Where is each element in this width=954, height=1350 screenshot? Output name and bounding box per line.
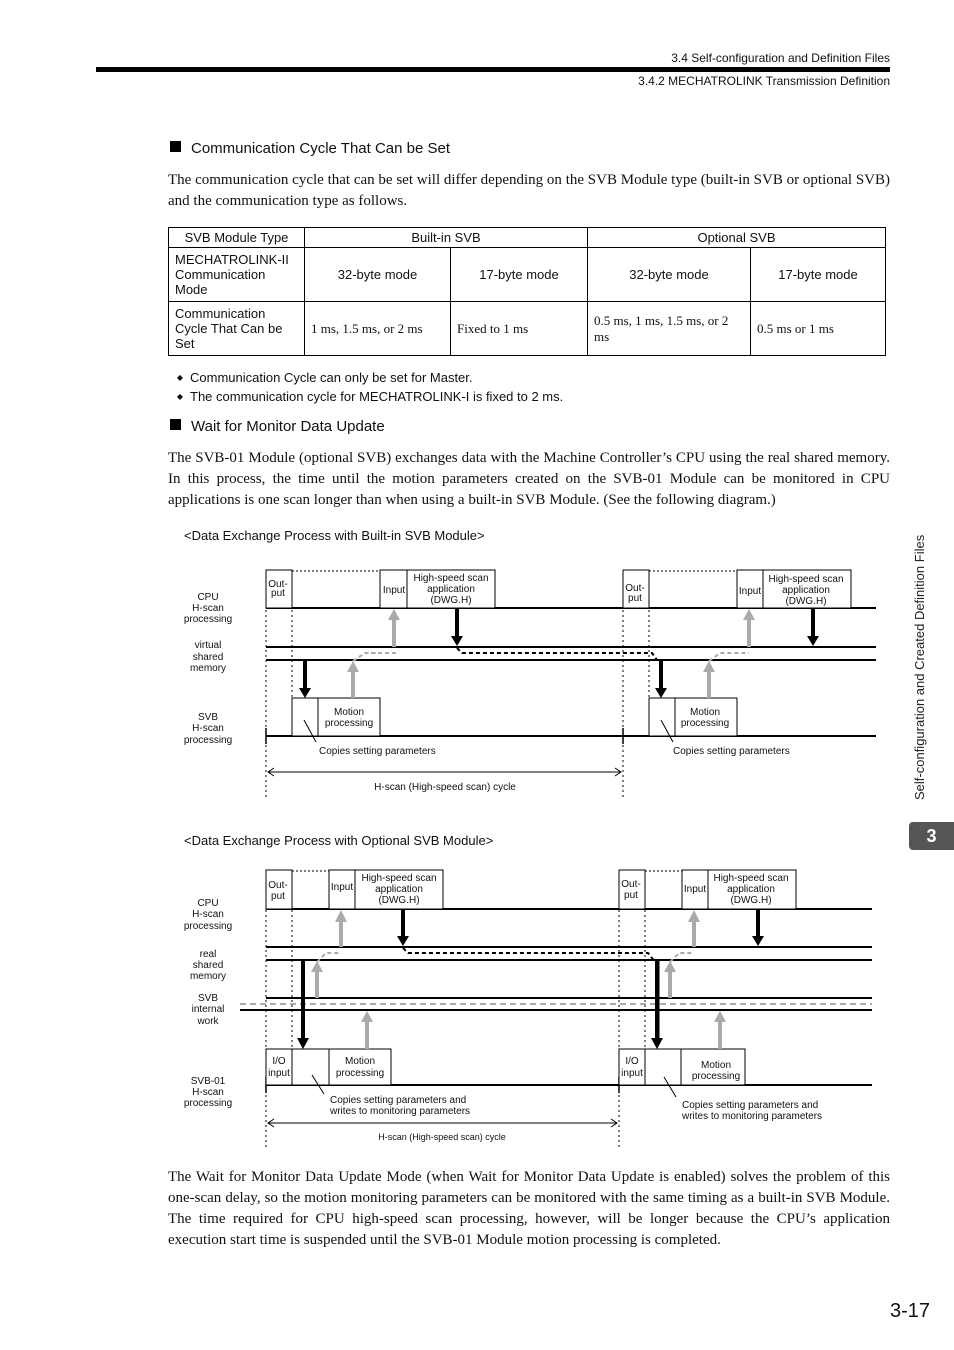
output-text: Out- bbox=[621, 879, 641, 890]
cpu-label-1: CPU bbox=[197, 592, 219, 603]
motion-text: processing bbox=[680, 718, 730, 729]
mem-label-1: virtual bbox=[194, 640, 222, 651]
io-text: input bbox=[621, 1068, 643, 1079]
cpu-label-2: H-scan bbox=[192, 603, 224, 614]
output-text: Out- bbox=[625, 583, 645, 594]
motion-box bbox=[329, 1049, 391, 1085]
svb-label-1: SVB-01 bbox=[190, 1076, 226, 1087]
table-cell: 17-byte mode bbox=[451, 248, 588, 302]
app-text: High-speed scan bbox=[768, 574, 844, 585]
output-text: put bbox=[624, 890, 638, 901]
copies-text: Copies setting parameters and bbox=[330, 1095, 467, 1106]
section2-intro: The SVB-01 Module (optional SVB) exchanges data with the Machine Controller’s CPU using the real shared memory. In this process, the time until the motion parameters created on the SVB-01 Module can be monitored in CPU applications is one scan longer than when using a built-in SVB Module. (See the following diagram.) bbox=[168, 450, 890, 508]
cpu-label-1: CPU bbox=[197, 898, 219, 909]
mem-label-3: memory bbox=[189, 971, 227, 982]
motion-text: Motion bbox=[333, 707, 365, 718]
cpu-label-3: processing bbox=[183, 921, 233, 932]
section2-heading: Wait for Monitor Data Update bbox=[170, 418, 385, 435]
section2-closing: The Wait for Monitor Data Update Mode (when Wait for Monitor Data Update is enabled) solves the problem of this one-scan delay, so the motion monitoring parameters can be monitored with the same timing as a built-in SVB Module. The time required for CPU high-speed scan processing, however, will be longer because the CPU’s application execution start time is suspended until the SVB-01 Module motion processing is completed. bbox=[168, 1169, 890, 1248]
app-text: application bbox=[727, 884, 775, 895]
diamond-bullet-icon: ◆ bbox=[176, 373, 184, 382]
mem-label-2: shared bbox=[192, 652, 224, 663]
section1-heading: Communication Cycle That Can be Set bbox=[170, 140, 450, 157]
diagram1-title: <Data Exchange Process with Built-in SVB Module> bbox=[184, 528, 485, 543]
io-text: input bbox=[268, 1068, 290, 1079]
app-text: High-speed scan bbox=[713, 873, 789, 884]
app-text: application bbox=[782, 585, 830, 596]
output-text: put bbox=[271, 588, 285, 599]
table-cell: MECHATROLINK-II Communication Mode bbox=[169, 248, 305, 302]
table-cell: Optional SVB bbox=[588, 228, 886, 248]
header-subsection: 3.4.2 MECHATROLINK Transmission Definition bbox=[638, 74, 890, 88]
svb-label-2: H-scan bbox=[192, 1087, 224, 1098]
table-cell: SVB Module Type bbox=[169, 228, 305, 248]
svb-label-2: H-scan bbox=[192, 723, 224, 734]
svb-label-1: SVB bbox=[197, 712, 219, 723]
input-text: Input bbox=[683, 884, 707, 895]
app-text: (DWG.H) bbox=[430, 595, 472, 606]
motion-text: processing bbox=[335, 1068, 385, 1079]
copies-text: Copies setting parameters bbox=[673, 746, 790, 757]
io-box bbox=[619, 1049, 645, 1085]
output-text: Out- bbox=[268, 579, 288, 590]
input-text: Input bbox=[330, 882, 354, 893]
app-text: (DWG.H) bbox=[378, 895, 420, 906]
motion-text: processing bbox=[324, 718, 374, 729]
table-cell: Fixed to 1 ms bbox=[451, 302, 588, 356]
table-cell: 0.5 ms or 1 ms bbox=[751, 302, 886, 356]
work-label-2: internal bbox=[191, 1004, 225, 1015]
table-cell: 32-byte mode bbox=[305, 248, 451, 302]
input-text: Input bbox=[382, 585, 406, 596]
table-cell: 1 ms, 1.5 ms, or 2 ms bbox=[305, 302, 451, 356]
diagram2-title: <Data Exchange Process with Optional SVB Module> bbox=[184, 833, 494, 848]
output-text: Out- bbox=[268, 880, 288, 891]
motion-text: Motion bbox=[689, 707, 721, 718]
table-cell: Communication Cycle That Can be Set bbox=[169, 302, 305, 356]
chapter-side-title: Self-configuration and Created Definition Files bbox=[912, 534, 927, 800]
io-box bbox=[266, 1049, 292, 1085]
copies-text: writes to monitoring parameters bbox=[682, 1111, 823, 1122]
table-cell: Built-in SVB bbox=[305, 228, 588, 248]
input-text: Input bbox=[738, 586, 762, 597]
cpu-label-3: processing bbox=[183, 614, 233, 625]
svb-label-3: processing bbox=[183, 1098, 233, 1109]
app-text: High-speed scan bbox=[413, 573, 489, 584]
table-cell: 17-byte mode bbox=[751, 248, 886, 302]
copies-text: Copies setting parameters and bbox=[682, 1100, 819, 1111]
app-text: High-speed scan bbox=[361, 873, 437, 884]
motion-text: processing bbox=[691, 1071, 741, 1082]
table-cell: 0.5 ms, 1 ms, 1.5 ms, or 2 ms bbox=[588, 302, 751, 356]
mem-label-3: memory bbox=[189, 663, 227, 674]
app-text: (DWG.H) bbox=[785, 596, 827, 607]
chapter-tab[interactable]: 3 bbox=[909, 822, 954, 850]
svb-label-3: processing bbox=[183, 735, 233, 746]
motion-text: Motion bbox=[344, 1056, 376, 1067]
cycle-text: H-scan (High-speed scan) cycle bbox=[374, 782, 516, 793]
app-text: application bbox=[427, 584, 475, 595]
section1-intro: The communication cycle that can be set will differ depending on the SVB Module type (built-in SVB or optional SVB) and the communication type as follows. bbox=[168, 172, 890, 209]
diagram2-arrows bbox=[297, 909, 764, 1049]
cycle-text: H-scan (High-speed scan) cycle bbox=[378, 1132, 506, 1142]
output-text: put bbox=[271, 891, 285, 902]
mem-label-1: real bbox=[199, 949, 217, 960]
motion-text: Motion bbox=[700, 1060, 732, 1071]
io-text: I/O bbox=[272, 1056, 286, 1067]
list-item: ◆ The communication cycle for MECHATROLINK-I is fixed to 2 ms. bbox=[170, 387, 563, 406]
copies-text: Copies setting parameters bbox=[319, 746, 436, 757]
page-number: 3-17 bbox=[889, 1300, 930, 1322]
table-cell: 32-byte mode bbox=[588, 248, 751, 302]
work-label-1: SVB bbox=[197, 993, 219, 1004]
app-text: application bbox=[375, 884, 423, 895]
io-text: I/O bbox=[625, 1056, 639, 1067]
app-text: (DWG.H) bbox=[730, 895, 772, 906]
diamond-bullet-icon: ◆ bbox=[176, 392, 184, 401]
header-section: 3.4 Self-configuration and Definition Files bbox=[671, 51, 890, 65]
cpu-label-2: H-scan bbox=[192, 909, 224, 920]
work-label-3: work bbox=[197, 1016, 219, 1027]
output-text: put bbox=[628, 593, 642, 604]
mem-label-2: shared bbox=[192, 960, 224, 971]
list-item: ◆ Communication Cycle can only be set for Master. bbox=[170, 368, 563, 387]
copies-text: writes to monitoring parameters bbox=[330, 1106, 471, 1117]
